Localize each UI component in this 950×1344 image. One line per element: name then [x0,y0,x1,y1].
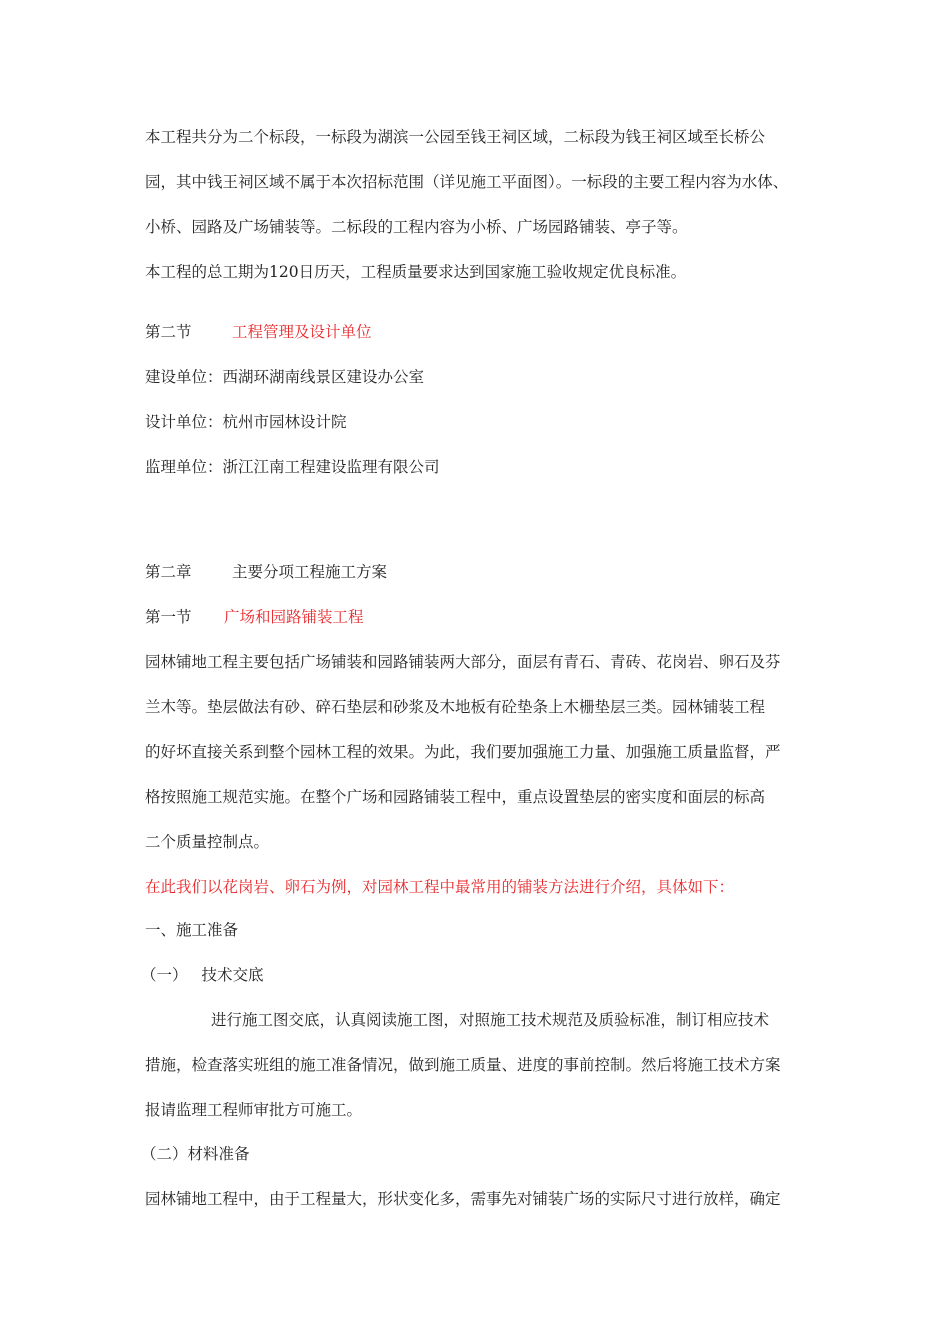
intro-line-3: 小桥、园路及广场铺装等。二标段的工程内容为小桥、广场园路铺装、亭子等。 [145,218,688,236]
tech-body-line-2: 措施，检查落实班组的施工准备情况，做到施工质量、进度的事前控制。然后将施工技术方案 [145,1056,781,1074]
owner-line: 建设单位：西湖环湖南线景区建设办公室 [145,368,425,386]
intro-line-2: 园，其中钱王祠区域不属于本次招标范围（详见施工平面图）。一标段的主要工程内容为水体、 [145,173,789,191]
highlight-line: 在此我们以花岗岩、卵石为例，对园林工程中最常用的铺装方法进行介绍，具体如下： [145,878,735,896]
tech-heading-num: （一） [141,966,188,984]
section2-label: 第二节 [145,323,192,341]
intro-line-4: 本工程的总工期为120日历天，工程质量要求达到国家施工验收规定优良标准。 [145,263,687,281]
section1-body-line-5: 二个质量控制点。 [145,833,270,851]
section2-heading [145,322,371,342]
section1-label: 第一节 [145,608,192,626]
section1-body-line-4: 格按照施工规范实施。在整个广场和园路铺装工程中，重点设置垫层的密实度和面层的标高 [145,788,766,806]
section1-body-line-1: 园林铺地工程主要包括广场铺装和园路铺装两大部分，面层有青石、青砖、花岗岩、卵石及芬 [145,653,781,671]
section1-title: 广场和园路铺装工程 [223,608,364,626]
supervisor-line: 监理单位：浙江江南工程建设监理有限公司 [145,458,440,476]
section1-body-line-2: 兰木等。垫层做法有砂、碎石垫层和砂浆及木地板有砼垫条上木栅垫层三类。园林铺装工程 [145,698,766,716]
material-heading: （二）材料准备 [141,1145,250,1163]
section1-heading [145,607,363,627]
chapter2-label: 第二章 [145,563,192,581]
designer-line: 设计单位：杭州市园林设计院 [145,413,347,431]
chapter2-title: 主要分项工程施工方案 [231,563,387,581]
intro-line-1: 本工程共分为二个标段，一标段为湖滨一公园至钱王祠区域，二标段为钱王祠区域至长桥公 [145,128,766,146]
prep-heading: 一、施工准备 [145,921,239,939]
section2-title: 工程管理及设计单位 [231,323,372,341]
tech-heading [141,965,264,985]
chapter2-heading [145,562,387,582]
section1-body-line-3: 的好坏直接关系到整个园林工程的效果。为此，我们要加强施工力量、加强施工质量监督，严 [145,743,781,761]
tech-body-line-1: 进行施工图交底，认真阅读施工图，对照施工技术规范及质验标准，制订相应技术 [211,1011,770,1029]
tech-heading-text: 技术交底 [201,966,264,984]
material-body-line-1: 园林铺地工程中，由于工程量大，形状变化多，需事先对铺装广场的实际尺寸进行放样，确定 [145,1190,781,1208]
tech-body-line-3: 报请监理工程师审批方可施工。 [145,1101,363,1119]
